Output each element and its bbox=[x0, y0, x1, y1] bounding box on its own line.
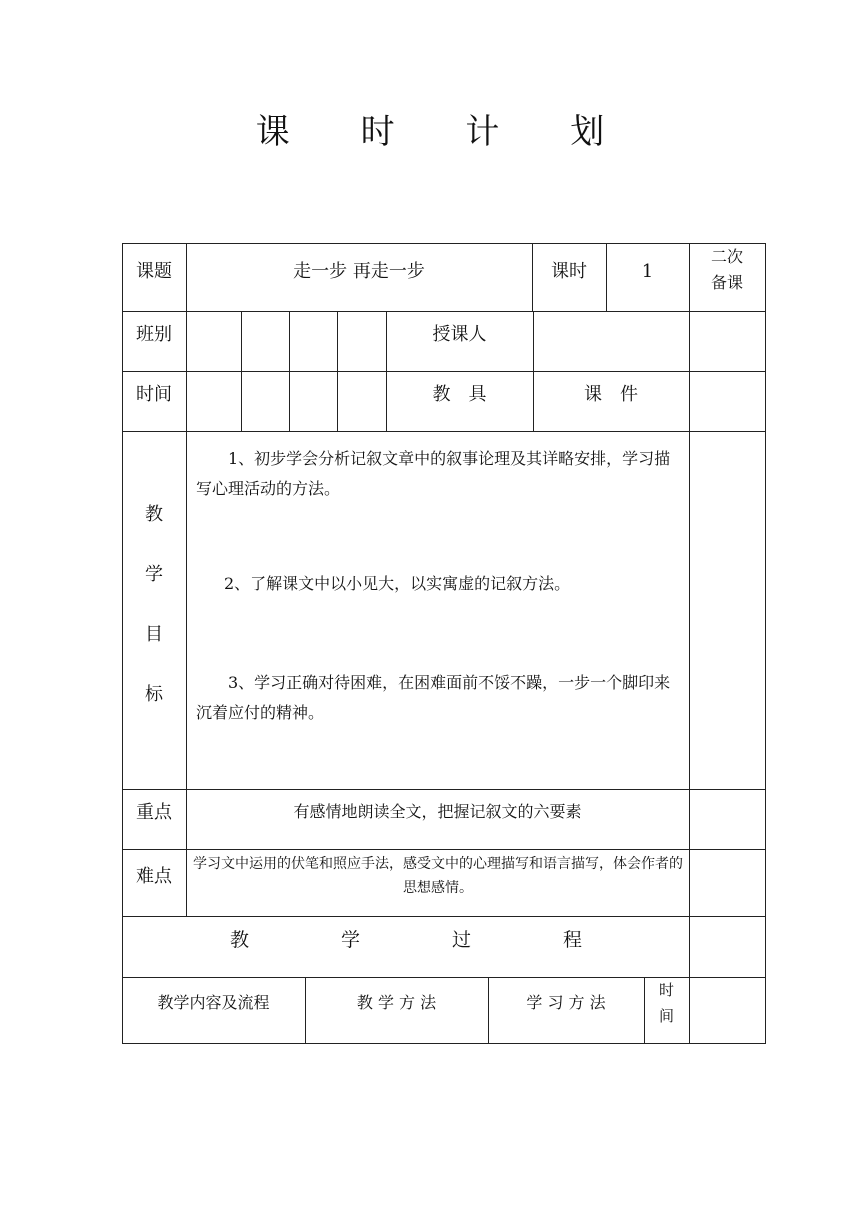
table-border-right bbox=[765, 243, 766, 1044]
tools-label: 教 具 bbox=[432, 384, 487, 405]
objective-item-3: 3、学习正确对待困难，在困难面前不馁不躁，一步一个脚印来沉着应付的精神。 bbox=[196, 673, 671, 722]
objectives-label-char: 学 bbox=[145, 564, 163, 585]
column-header-learning-method: 学 习 方 法 bbox=[526, 993, 606, 1012]
period-value: 1 bbox=[641, 261, 654, 282]
key-point-value: 有感情地朗读全文，把握记叙文的六要素 bbox=[293, 802, 582, 821]
row-divider bbox=[122, 789, 766, 790]
row-divider bbox=[122, 849, 766, 850]
row-divider bbox=[122, 431, 766, 432]
second-prep-label-line2: 备课 bbox=[710, 273, 743, 292]
column-header-time-line1: 时 bbox=[658, 981, 674, 999]
objectives-label-char: 教 bbox=[145, 504, 163, 525]
process-char: 程 bbox=[563, 929, 583, 951]
column-divider bbox=[289, 311, 290, 431]
row-divider bbox=[122, 916, 766, 917]
row-divider bbox=[122, 977, 766, 978]
objective-item-1: 1、初步学会分析记叙文章中的叙事论理及其详略安排，学习描写心理活动的方法。 bbox=[196, 449, 671, 498]
column-header-time-line2: 间 bbox=[658, 1007, 674, 1025]
topic-value: 走一步 再走一步 bbox=[293, 261, 425, 282]
page-title: 课 时 计 划 bbox=[255, 112, 635, 152]
objectives-label-char: 目 bbox=[145, 624, 163, 645]
column-header-teaching-method: 教 学 方 法 bbox=[356, 993, 437, 1012]
second-prep-label-line1: 二次 bbox=[710, 247, 743, 266]
process-char: 学 bbox=[341, 929, 361, 951]
column-divider bbox=[533, 311, 534, 431]
class-label: 班别 bbox=[136, 324, 172, 345]
period-label: 课时 bbox=[551, 261, 587, 282]
tools-value: 课 件 bbox=[584, 384, 638, 405]
time-label: 时间 bbox=[136, 384, 172, 405]
teacher-label: 授课人 bbox=[432, 324, 487, 345]
row-divider bbox=[122, 311, 766, 312]
column-header-content: 教学内容及流程 bbox=[157, 993, 270, 1012]
topic-label: 课题 bbox=[136, 261, 172, 282]
column-divider bbox=[241, 311, 242, 431]
process-char: 过 bbox=[452, 929, 472, 951]
table-border-bottom bbox=[122, 1043, 766, 1044]
column-divider bbox=[337, 311, 338, 431]
objectives-label-char: 标 bbox=[145, 684, 163, 705]
column-divider bbox=[689, 243, 690, 1044]
process-char: 教 bbox=[230, 929, 250, 951]
table-border-top bbox=[122, 243, 766, 244]
objective-item-2: 2、了解课文中以小见大，以实寓虚的记叙方法。 bbox=[224, 574, 571, 593]
difficulty-value: 学习文中运用的伏笔和照应手法，感受文中的心理描写和语言描写，体会作者的思想感情。 bbox=[193, 856, 683, 896]
difficulty-label: 难点 bbox=[136, 866, 172, 887]
row-divider bbox=[122, 371, 766, 372]
key-point-label: 重点 bbox=[136, 802, 172, 823]
